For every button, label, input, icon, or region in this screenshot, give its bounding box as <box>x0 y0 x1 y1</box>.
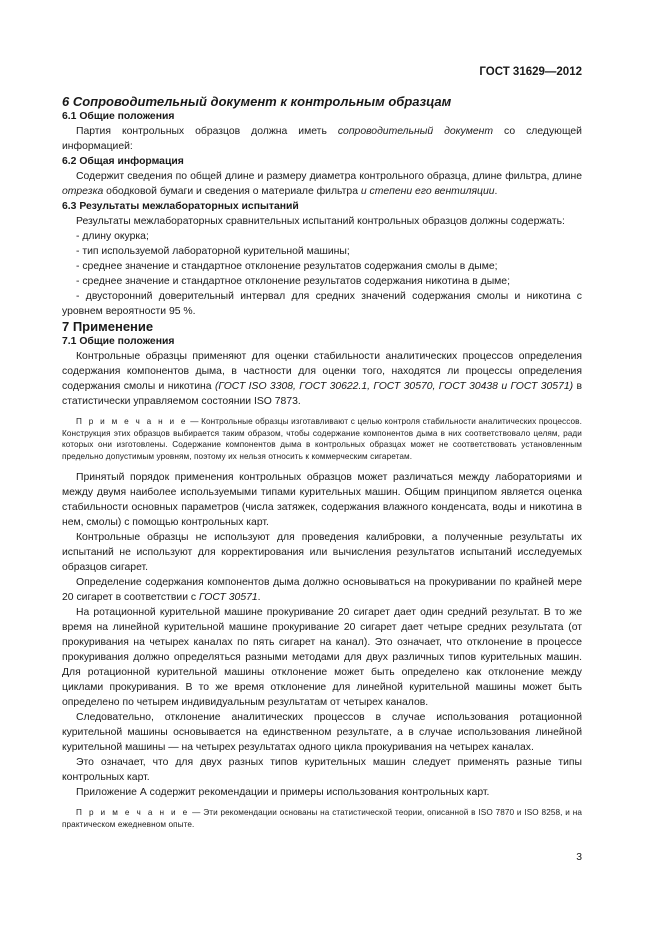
section-7-1-paragraph-6: Следовательно, отклонение аналитических процессов в случае использования ротационной курительной машины основывается на единственном результате, а в случае использования линейной курительной машины — на четырех результатах одного цикла прокуривания на четырех каналах. <box>62 712 582 753</box>
section-7-title: 7 Применение <box>62 319 154 334</box>
section-7-1-title: 7.1 Общие положения <box>62 336 175 347</box>
page-content <box>62 94 582 838</box>
section-7-1-paragraph-4: Определение содержания компонентов дыма должно основываться на прокуривании по крайней мере 20 сигарет в соответствии с ГОСТ 30571. <box>62 577 582 603</box>
section-7-1-paragraph-3: Контрольные образцы не используют для проведения калибровки, а полученные результаты их испытаний не используют для корректирования или вычисления результатов испытаний исследуемых образцов сигарет. <box>62 532 582 573</box>
list-item: - длину окурка; <box>76 231 149 242</box>
section-6-2-text: Содержит сведения по общей длине и размеру диаметра контрольного образца, длине фильтра, длине отрезка ободковой бумаги и сведения о материале фильтра и степени его вентиляции. <box>62 171 582 197</box>
list-item: - среднее значение и стандартное отклонение результатов содержания смолы в дыме; <box>76 261 498 272</box>
list-item: - двусторонний доверительный интервал для средних значений содержания смолы и никотина с уровнем вероятности 95 %. <box>62 291 582 317</box>
section-6-title: 6 Сопроводительный документ к контрольным образцам <box>62 94 452 109</box>
section-7-1-paragraph-2: Принятый порядок применения контрольных образцов может различаться между лабораториями и между двумя наиболее используемыми типами курительных машин. Общим принципом является оценка стабильности основных параметров (числа затяжек, содержания влажного конденсата, воды и никотина в нем, смолы) с помощью контрольных карт. <box>62 472 582 528</box>
list-item: - тип используемой лабораторной курительной машины; <box>76 246 350 257</box>
note-2: П р и м е ч а н и е — Эти рекомендации основаны на статистической теории, описанной в ISO 7870 и ISO 8258, и на практическом ежедневном опыте. <box>62 808 582 829</box>
section-6-1-title: 6.1 Общие положения <box>62 111 175 122</box>
section-7-1-paragraph-8: Приложение А содержит рекомендации и примеры использования контрольных карт. <box>76 787 490 798</box>
section-7-1-paragraph-5: На ротационной курительной машине прокуривание 20 сигарет дает один средний результат. В то же время на линейной курительной машине прокуривание 20 сигарет дает четыре средних результата (от прокуривания на четырех каналах по пять сигарет на канал). Это означает, что отклонение в процессе прокуривания должно определяться разными методами для двух различных типов курительных машин. Для ротационной курительной машины отклонение может быть определено как отклонение между циклами прокуривания. В то же время отклонение для линейной курительной машины может быть определено по четырем индивидуальным результатам от четырех каналов. <box>62 607 582 708</box>
section-6-3-text: Результаты межлабораторных сравнительных испытаний контрольных образцов должны содержать: <box>76 216 565 227</box>
section-6-3-title: 6.3 Результаты межлабораторных испытаний <box>62 201 299 212</box>
section-7-1-paragraph-7: Это означает, что для двух разных типов курительных машин следует применять разные типы контрольных карт. <box>62 757 582 783</box>
section-6-1-text: Партия контрольных образцов должна иметь сопроводительный документ со следующей информацией: <box>62 126 582 152</box>
section-7-1-paragraph-1: Контрольные образцы применяют для оценки стабильности аналитических процессов определения содержания компонентов дыма, в частности для оценки того, находятся ли процессы определения содержания смолы и никотина (ГОСТ ISO 3308, ГОСТ 30622.1, ГОСТ 30570, ГОСТ 30438 и ГОСТ 30571) в статистически управляемом состоянии ISO 7873. <box>62 351 582 407</box>
standard-code: ГОСТ 31629—2012 <box>479 66 582 78</box>
list-item: - среднее значение и стандартное отклонение результатов содержания никотина в дыме; <box>76 276 510 287</box>
section-6-2-title: 6.2 Общая информация <box>62 156 184 167</box>
note-1: П р и м е ч а н и е — Контрольные образцы изготавливают с целью контроля стабильности аналитических процессов. Конструкция этих образцов выбирается таким образом, чтобы содержание компонентов дыма в них соответствовало целям, ради которых они изготовлены. Содержание компонентов дыма в контрольных образцах может не соответствовать установленным предельно допустимым уровням, поэтому их нельзя относить к коммерческим сигаретам. <box>62 417 583 461</box>
page-number: 3 <box>576 852 582 863</box>
